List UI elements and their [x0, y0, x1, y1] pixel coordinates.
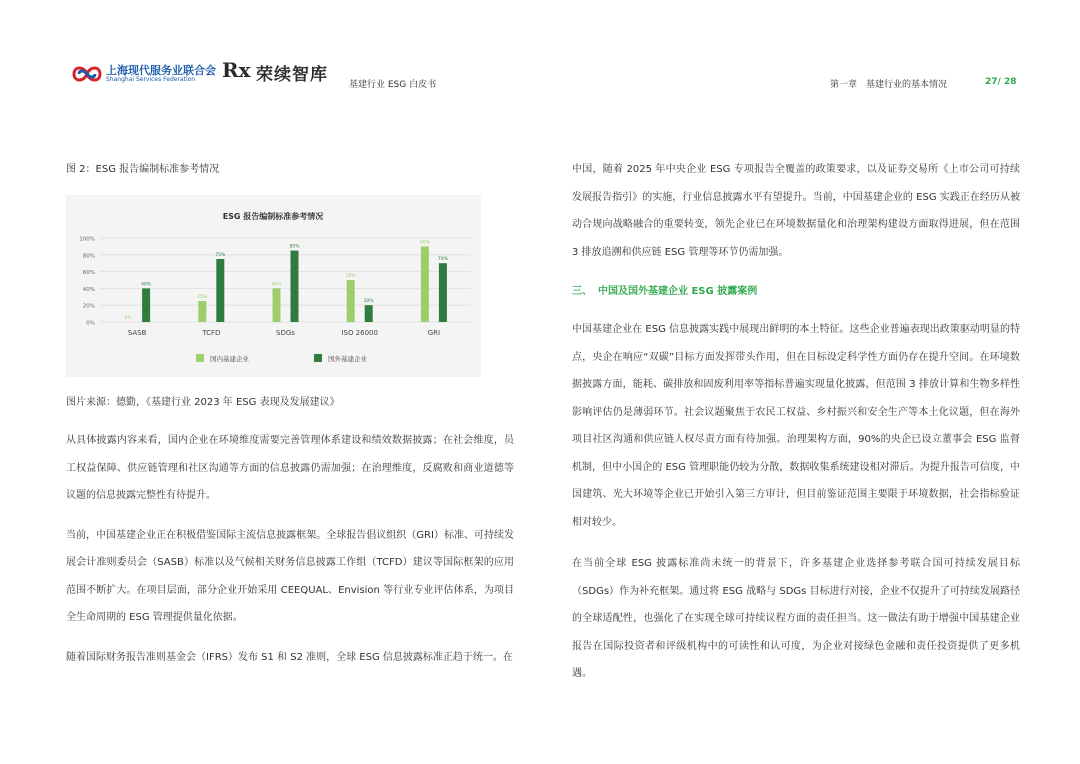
left-column-body: [66, 393, 514, 671]
chart-bar: [291, 251, 299, 322]
section-heading-text: 中国及国外基建企业 ESG 披露案例: [598, 286, 758, 297]
x-tick-label: SASB: [127, 329, 147, 337]
y-tick-label: 100%: [79, 236, 95, 243]
data-label: 75%: [215, 253, 226, 258]
doc-title: 基建行业 ESG 白皮书: [349, 80, 437, 90]
paragraph: 中国，随着 2025 年中央企业 ESG 专项报告全覆盖的政策要求，以及证券交易所《上市公司可持续发展报告指引》的实施，行业信息披露水平有望提升。当前，中国基建企业的 ESG 实践正在经历从被动合规向战略融合的重要转变，领先企业已在环境数据量化和治理架构建设方面取得进展，但在范围 3 排放追溯和供应链 ESG 管理等环节仍需加强。: [572, 164, 1020, 258]
chart-bar: [198, 301, 206, 322]
federation-logo-icon: [70, 61, 104, 87]
x-tick-label: SDGs: [276, 329, 295, 337]
legend-label: 国内基建企业: [210, 355, 249, 363]
chart-title: ESG 报告编制标准参考情况: [222, 212, 324, 221]
chart-bar: [365, 305, 373, 322]
paragraph: 当前，中国基建企业正在积极借鉴国际主流信息披露框架。全球报告倡议组织（GRI）标准、可持续发展会计准则委员会（SASB）标准以及气候相关财务信息披露工作组（TCFD）建议等国际框架的应用范围不断扩大。在项目层面，部分企业开始采用 CEEQUAL、Envision 等行业专业评估体系，为项目全生命周期的 ESG 管理提供量化依据。: [66, 529, 514, 623]
x-tick-label: ISO 26000: [341, 329, 378, 337]
section-heading-number: 三、: [572, 286, 592, 297]
section-heading: [572, 282, 1020, 302]
page-number: 27/ 28: [985, 77, 1017, 87]
legend-label: 国外基建企业: [328, 355, 367, 363]
think-tank-name: 荣续智库: [256, 65, 328, 85]
figure-caption: 图 2：ESG 报告编制标准参考情况: [66, 164, 220, 175]
think-tank-mark: Rx: [222, 58, 251, 82]
org-name-en: Shanghai Services Federation: [106, 76, 196, 83]
org-name: 上海现代服务业联合会: [106, 64, 216, 77]
chart-bar: [216, 259, 224, 322]
chart-bar: [347, 280, 355, 322]
think-tank-logo: [222, 58, 342, 88]
x-tick-label: GRI: [427, 329, 441, 337]
paragraph: 随着国际财务报告准则基金会（IFRS）发布 S1 和 S2 准则，全球 ESG 信息披露标准正趋于统一。在: [66, 651, 513, 663]
data-label: 40%: [271, 282, 282, 288]
y-tick-label: 40%: [82, 286, 95, 293]
left-column: [66, 160, 514, 180]
chart-bar: [421, 246, 429, 322]
data-label: 0%: [124, 316, 132, 321]
data-label: 70%: [437, 257, 448, 263]
right-column: [572, 156, 1020, 688]
chapter-title: 第一章 基建行业的基本情况: [830, 80, 948, 90]
data-label: 50%: [345, 274, 356, 279]
paragraph: 中国基建企业在 ESG 信息披露实践中展现出鲜明的本土特征。这些企业普遍表现出政策驱动明显的特点，央企在响应“双碳”目标方面发挥带头作用，但在目标设定科学性方面仍存在提升空间。在环境数据披露方面，能耗、碳排放和固废利用率等指标普遍实现量化披露，但范围 3 排放计算和生物多样性影响评估仍是薄弱环节。社会议题聚焦于农民工权益、乡村振兴和安全生产等本土化议题，但在海外项目社区沟通和供应链人权尽责方面有待加强。治理架构方面，90%的央企已设立董事会 ESG 监督机制，但中小国企的 ESG 管理职能仍较为分散，数据收集系统建设相对滞后。为提升报告可信度，中国建筑、光大环境等企业已开始引入第三方审计，但目前鉴证范围主要限于环境数据，社会指标验证相对较少。: [572, 324, 1020, 528]
chart-bar: [273, 288, 281, 322]
chart-svg: [66, 195, 481, 377]
y-tick-label: 60%: [82, 270, 95, 277]
federation-logo: [70, 61, 216, 87]
x-tick-label: TCFD: [202, 329, 221, 337]
paragraph: 在当前全球 ESG 披露标准尚未统一的背景下，许多基建企业选择参考联合国可持续发展目标（SDGs）作为补充框架。通过将 ESG 战略与 SDGs 目标进行对接，企业不仅提升了可持续发展路径的全球适配性，也强化了在实现全球可持续议程方面的责任担当。这一做法有助于增强中国基建企业报告在国际投资者和评级机构中的可读性和认可度，为企业对接绿色金融和责任投资提供了更多机遇。: [572, 558, 1020, 679]
data-label: 85%: [289, 244, 300, 250]
chart-bar: [142, 288, 150, 322]
paragraph: 从具体披露内容来看，国内企业在环境维度需要完善管理体系建设和绩效数据披露；在社会维度，员工权益保障、供应链管理和社区沟通等方面的信息披露仍需加强；在治理维度，反腐败和商业道德等议题的信息披露完整性有待提升。: [66, 435, 514, 501]
y-tick-label: 80%: [82, 253, 95, 260]
data-label: 90%: [419, 240, 430, 246]
y-tick-label: 20%: [82, 303, 95, 310]
legend-swatch: [196, 354, 204, 362]
data-label: 20%: [363, 299, 374, 305]
figure-source: 图片来源：德勤，《基建行业 2023 年 ESG 表现及发展建议》: [66, 397, 340, 408]
chart-bar: [439, 263, 447, 322]
y-tick-label: 0%: [86, 320, 95, 327]
esg-standards-chart: [66, 195, 481, 377]
data-label: 40%: [141, 282, 152, 288]
page-header: [0, 0, 1080, 110]
legend-swatch: [314, 354, 322, 362]
data-label: 25%: [197, 295, 208, 300]
